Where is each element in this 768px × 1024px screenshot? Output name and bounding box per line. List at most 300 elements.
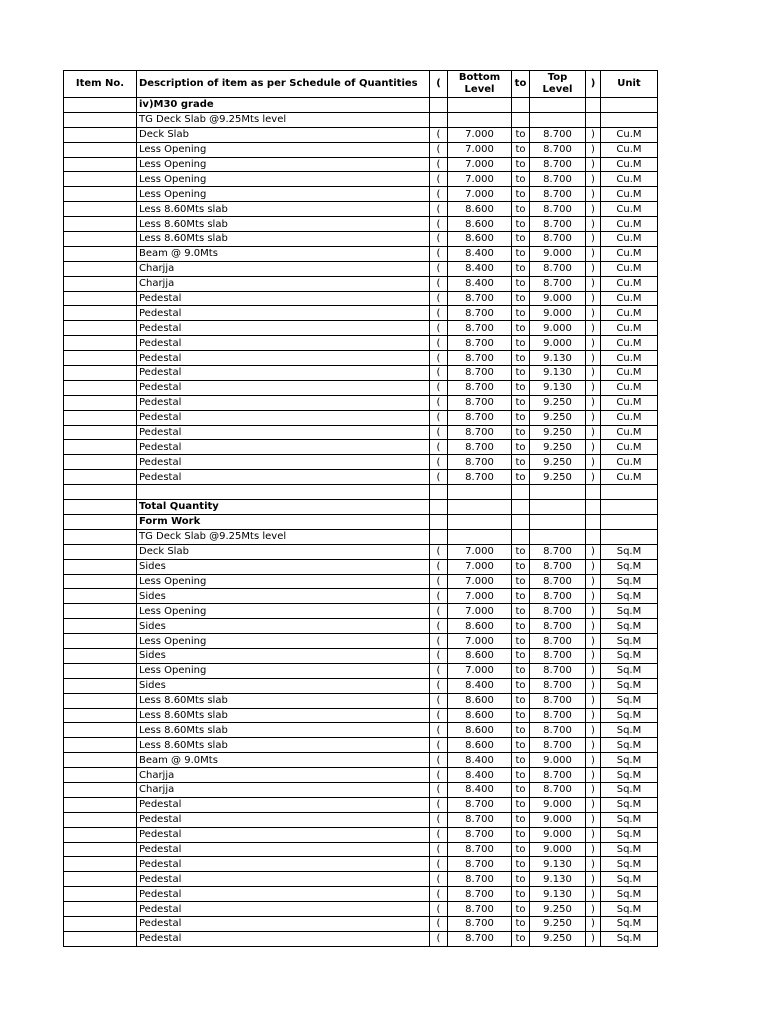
bottom-level-cell: 7.000 <box>448 187 512 202</box>
top-level-cell: 8.700 <box>530 708 586 723</box>
top-level-cell: 9.130 <box>530 872 586 887</box>
to-cell: to <box>512 931 530 946</box>
top-level-cell: 8.700 <box>530 723 586 738</box>
item-no-cell <box>64 157 137 172</box>
item-no-cell <box>64 559 137 574</box>
description-cell: Less Opening <box>137 604 430 619</box>
close-paren-cell: ) <box>586 753 601 768</box>
to-cell: to <box>512 738 530 753</box>
table-row <box>64 485 658 500</box>
top-level-cell: 9.250 <box>530 455 586 470</box>
close-paren-cell: ) <box>586 812 601 827</box>
table-row <box>64 202 658 217</box>
item-no-cell <box>64 797 137 812</box>
header-close-paren: ) <box>586 71 601 98</box>
open-paren-cell: ( <box>430 187 448 202</box>
bottom-level-cell: 8.400 <box>448 753 512 768</box>
bottom-level-cell: 8.700 <box>448 380 512 395</box>
table-row <box>64 723 658 738</box>
unit-cell: Cu.M <box>601 395 658 410</box>
close-paren-cell: ) <box>586 172 601 187</box>
to-cell: to <box>512 589 530 604</box>
unit-cell: Cu.M <box>601 127 658 142</box>
close-paren-cell: ) <box>586 931 601 946</box>
bottom-level-cell: 7.000 <box>448 172 512 187</box>
description-cell: Charjja <box>137 768 430 783</box>
table-row <box>64 217 658 232</box>
unit-cell: Cu.M <box>601 440 658 455</box>
to-cell: to <box>512 827 530 842</box>
open-paren-cell: ( <box>430 127 448 142</box>
bottom-level-cell: 7.000 <box>448 574 512 589</box>
unit-cell: Sq.M <box>601 842 658 857</box>
to-cell: to <box>512 157 530 172</box>
top-level-cell <box>530 98 586 113</box>
description-cell: Deck Slab <box>137 127 430 142</box>
to-cell: to <box>512 842 530 857</box>
bottom-level-cell: 8.700 <box>448 366 512 381</box>
table-row <box>64 842 658 857</box>
table-row <box>64 172 658 187</box>
open-paren-cell: ( <box>430 202 448 217</box>
table-row <box>64 738 658 753</box>
close-paren-cell: ) <box>586 440 601 455</box>
to-cell: to <box>512 723 530 738</box>
close-paren-cell: ) <box>586 276 601 291</box>
top-level-cell <box>530 500 586 515</box>
open-paren-cell: ( <box>430 380 448 395</box>
item-no-cell <box>64 232 137 247</box>
top-level-cell: 9.000 <box>530 306 586 321</box>
close-paren-cell: ) <box>586 261 601 276</box>
unit-cell: Cu.M <box>601 306 658 321</box>
item-no-cell <box>64 142 137 157</box>
open-paren-cell: ( <box>430 663 448 678</box>
to-cell: to <box>512 544 530 559</box>
bottom-level-cell: 7.000 <box>448 127 512 142</box>
description-cell: Total Quantity <box>137 500 430 515</box>
table-row <box>64 797 658 812</box>
unit-cell: Sq.M <box>601 902 658 917</box>
item-no-cell <box>64 336 137 351</box>
open-paren-cell: ( <box>430 425 448 440</box>
to-cell: to <box>512 425 530 440</box>
open-paren-cell: ( <box>430 410 448 425</box>
table-row <box>64 366 658 381</box>
unit-cell: Cu.M <box>601 187 658 202</box>
top-level-cell: 8.700 <box>530 619 586 634</box>
unit-cell: Sq.M <box>601 604 658 619</box>
unit-cell <box>601 529 658 544</box>
unit-cell: Sq.M <box>601 544 658 559</box>
header-row <box>64 71 658 98</box>
close-paren-cell: ) <box>586 902 601 917</box>
bottom-level-cell: 8.600 <box>448 648 512 663</box>
top-level-cell <box>530 514 586 529</box>
table-row <box>64 708 658 723</box>
to-cell: to <box>512 768 530 783</box>
open-paren-cell <box>430 98 448 113</box>
bottom-level-cell: 7.000 <box>448 559 512 574</box>
top-level-cell: 9.250 <box>530 425 586 440</box>
open-paren-cell: ( <box>430 634 448 649</box>
bottom-level-cell: 8.400 <box>448 276 512 291</box>
item-no-cell <box>64 440 137 455</box>
item-no-cell <box>64 634 137 649</box>
description-cell: Less 8.60Mts slab <box>137 232 430 247</box>
to-cell: to <box>512 902 530 917</box>
top-level-cell: 8.700 <box>530 559 586 574</box>
open-paren-cell: ( <box>430 574 448 589</box>
item-no-cell <box>64 708 137 723</box>
unit-cell: Sq.M <box>601 872 658 887</box>
item-no-cell <box>64 425 137 440</box>
table-row <box>64 157 658 172</box>
to-cell: to <box>512 872 530 887</box>
description-cell: Sides <box>137 619 430 634</box>
item-no-cell <box>64 306 137 321</box>
unit-cell: Cu.M <box>601 380 658 395</box>
open-paren-cell: ( <box>430 902 448 917</box>
bottom-level-cell: 8.700 <box>448 812 512 827</box>
bottom-level-cell: 8.700 <box>448 410 512 425</box>
open-paren-cell <box>430 529 448 544</box>
unit-cell: Cu.M <box>601 157 658 172</box>
description-cell: Pedestal <box>137 887 430 902</box>
to-cell: to <box>512 455 530 470</box>
open-paren-cell: ( <box>430 157 448 172</box>
open-paren-cell <box>430 514 448 529</box>
table-row <box>64 380 658 395</box>
bottom-level-cell: 7.000 <box>448 157 512 172</box>
table-row <box>64 574 658 589</box>
item-no-cell <box>64 485 137 500</box>
item-no-cell <box>64 663 137 678</box>
table-row <box>64 663 658 678</box>
description-cell: Less Opening <box>137 142 430 157</box>
description-cell: Less 8.60Mts slab <box>137 217 430 232</box>
top-level-cell: 8.700 <box>530 768 586 783</box>
open-paren-cell: ( <box>430 931 448 946</box>
table-row <box>64 902 658 917</box>
item-no-cell <box>64 455 137 470</box>
top-level-cell: 8.700 <box>530 589 586 604</box>
close-paren-cell <box>586 514 601 529</box>
bottom-level-cell <box>448 514 512 529</box>
item-no-cell <box>64 544 137 559</box>
item-no-cell <box>64 693 137 708</box>
bottom-level-cell: 8.400 <box>448 768 512 783</box>
to-cell: to <box>512 172 530 187</box>
table-row <box>64 768 658 783</box>
description-cell: iv)M30 grade <box>137 98 430 113</box>
to-cell: to <box>512 797 530 812</box>
description-cell <box>137 485 430 500</box>
table-row <box>64 872 658 887</box>
description-cell: Less Opening <box>137 634 430 649</box>
bottom-level-cell: 8.400 <box>448 246 512 261</box>
top-level-cell: 9.250 <box>530 440 586 455</box>
unit-cell: Cu.M <box>601 142 658 157</box>
unit-cell: Sq.M <box>601 827 658 842</box>
top-level-cell: 9.130 <box>530 380 586 395</box>
description-cell: Charjja <box>137 782 430 797</box>
table-row <box>64 693 658 708</box>
description-cell: Pedestal <box>137 291 430 306</box>
item-no-cell <box>64 589 137 604</box>
item-no-cell <box>64 127 137 142</box>
to-cell: to <box>512 232 530 247</box>
bottom-level-cell: 7.000 <box>448 663 512 678</box>
item-no-cell <box>64 768 137 783</box>
to-cell: to <box>512 634 530 649</box>
description-cell: Pedestal <box>137 827 430 842</box>
top-level-cell: 9.250 <box>530 916 586 931</box>
open-paren-cell: ( <box>430 321 448 336</box>
table-row <box>64 500 658 515</box>
table-row <box>64 440 658 455</box>
item-no-cell <box>64 380 137 395</box>
item-no-cell <box>64 842 137 857</box>
item-no-cell <box>64 321 137 336</box>
description-cell: Pedestal <box>137 470 430 485</box>
open-paren-cell: ( <box>430 589 448 604</box>
bottom-level-cell: 8.400 <box>448 782 512 797</box>
close-paren-cell: ) <box>586 142 601 157</box>
open-paren-cell: ( <box>430 559 448 574</box>
table-row <box>64 306 658 321</box>
bottom-level-cell: 8.700 <box>448 857 512 872</box>
close-paren-cell: ) <box>586 574 601 589</box>
close-paren-cell: ) <box>586 291 601 306</box>
unit-cell: Sq.M <box>601 887 658 902</box>
unit-cell: Cu.M <box>601 276 658 291</box>
top-level-cell: 9.000 <box>530 321 586 336</box>
top-level-cell: 8.700 <box>530 604 586 619</box>
to-cell: to <box>512 306 530 321</box>
to-cell: to <box>512 127 530 142</box>
table-row <box>64 529 658 544</box>
table-row <box>64 559 658 574</box>
quantities-table <box>63 70 658 947</box>
bottom-level-cell: 8.700 <box>448 440 512 455</box>
open-paren-cell: ( <box>430 723 448 738</box>
close-paren-cell: ) <box>586 619 601 634</box>
unit-cell: Cu.M <box>601 336 658 351</box>
description-cell: Less 8.60Mts slab <box>137 723 430 738</box>
bottom-level-cell: 7.000 <box>448 142 512 157</box>
open-paren-cell: ( <box>430 261 448 276</box>
header-unit: Unit <box>601 71 658 98</box>
top-level-cell: 9.130 <box>530 366 586 381</box>
close-paren-cell: ) <box>586 217 601 232</box>
to-cell: to <box>512 217 530 232</box>
table-row <box>64 887 658 902</box>
to-cell: to <box>512 559 530 574</box>
unit-cell: Sq.M <box>601 678 658 693</box>
bottom-level-cell: 8.700 <box>448 916 512 931</box>
table-row <box>64 425 658 440</box>
bottom-level-cell <box>448 98 512 113</box>
item-no-cell <box>64 291 137 306</box>
top-level-cell: 9.000 <box>530 797 586 812</box>
table-row <box>64 470 658 485</box>
open-paren-cell: ( <box>430 142 448 157</box>
close-paren-cell: ) <box>586 797 601 812</box>
table-row <box>64 604 658 619</box>
item-no-cell <box>64 678 137 693</box>
description-cell: Pedestal <box>137 336 430 351</box>
unit-cell: Cu.M <box>601 470 658 485</box>
header-description: Description of item as per Schedule of Quantities <box>137 71 430 98</box>
open-paren-cell: ( <box>430 246 448 261</box>
close-paren-cell: ) <box>586 663 601 678</box>
to-cell: to <box>512 753 530 768</box>
close-paren-cell: ) <box>586 425 601 440</box>
open-paren-cell: ( <box>430 395 448 410</box>
to-cell: to <box>512 380 530 395</box>
bottom-level-cell: 8.700 <box>448 902 512 917</box>
unit-cell: Cu.M <box>601 202 658 217</box>
description-cell: Pedestal <box>137 366 430 381</box>
to-cell: to <box>512 916 530 931</box>
description-cell: Pedestal <box>137 872 430 887</box>
item-no-cell <box>64 246 137 261</box>
bottom-level-cell: 8.700 <box>448 887 512 902</box>
description-cell: Less Opening <box>137 574 430 589</box>
to-cell: to <box>512 440 530 455</box>
to-cell <box>512 112 530 127</box>
table-row <box>64 916 658 931</box>
open-paren-cell: ( <box>430 291 448 306</box>
description-cell: Beam @ 9.0Mts <box>137 246 430 261</box>
close-paren-cell: ) <box>586 306 601 321</box>
unit-cell: Cu.M <box>601 261 658 276</box>
table-row <box>64 187 658 202</box>
unit-cell: Sq.M <box>601 812 658 827</box>
to-cell: to <box>512 693 530 708</box>
bottom-level-cell: 8.700 <box>448 931 512 946</box>
to-cell: to <box>512 470 530 485</box>
unit-cell <box>601 500 658 515</box>
item-no-cell <box>64 470 137 485</box>
to-cell: to <box>512 604 530 619</box>
bottom-level-cell: 8.700 <box>448 425 512 440</box>
bottom-level-cell: 8.600 <box>448 693 512 708</box>
description-cell: Less 8.60Mts slab <box>137 693 430 708</box>
table-row <box>64 261 658 276</box>
table-row <box>64 619 658 634</box>
bottom-level-cell: 8.600 <box>448 708 512 723</box>
description-cell: Sides <box>137 589 430 604</box>
description-cell: Less Opening <box>137 157 430 172</box>
close-paren-cell: ) <box>586 887 601 902</box>
top-level-cell: 8.700 <box>530 172 586 187</box>
unit-cell: Sq.M <box>601 574 658 589</box>
close-paren-cell: ) <box>586 604 601 619</box>
close-paren-cell: ) <box>586 782 601 797</box>
close-paren-cell: ) <box>586 246 601 261</box>
unit-cell: Sq.M <box>601 916 658 931</box>
to-cell: to <box>512 708 530 723</box>
to-cell <box>512 529 530 544</box>
close-paren-cell: ) <box>586 395 601 410</box>
to-cell <box>512 514 530 529</box>
table-row <box>64 276 658 291</box>
description-cell: Pedestal <box>137 842 430 857</box>
description-cell: Less Opening <box>137 187 430 202</box>
open-paren-cell: ( <box>430 797 448 812</box>
open-paren-cell: ( <box>430 678 448 693</box>
to-cell: to <box>512 291 530 306</box>
top-level-cell: 9.000 <box>530 827 586 842</box>
description-cell: Pedestal <box>137 351 430 366</box>
unit-cell <box>601 485 658 500</box>
top-level-cell <box>530 112 586 127</box>
open-paren-cell: ( <box>430 217 448 232</box>
to-cell: to <box>512 782 530 797</box>
top-level-cell: 8.700 <box>530 663 586 678</box>
top-level-cell: 9.000 <box>530 246 586 261</box>
open-paren-cell: ( <box>430 708 448 723</box>
to-cell: to <box>512 261 530 276</box>
close-paren-cell <box>586 529 601 544</box>
top-level-cell: 9.250 <box>530 931 586 946</box>
table-row <box>64 857 658 872</box>
top-level-cell: 8.700 <box>530 634 586 649</box>
unit-cell: Sq.M <box>601 634 658 649</box>
unit-cell: Cu.M <box>601 455 658 470</box>
item-no-cell <box>64 187 137 202</box>
bottom-level-cell: 8.700 <box>448 291 512 306</box>
close-paren-cell: ) <box>586 559 601 574</box>
item-no-cell <box>64 604 137 619</box>
open-paren-cell: ( <box>430 172 448 187</box>
item-no-cell <box>64 738 137 753</box>
table-row <box>64 246 658 261</box>
item-no-cell <box>64 351 137 366</box>
unit-cell: Cu.M <box>601 366 658 381</box>
description-cell: Sides <box>137 648 430 663</box>
open-paren-cell: ( <box>430 857 448 872</box>
item-no-cell <box>64 916 137 931</box>
item-no-cell <box>64 782 137 797</box>
close-paren-cell: ) <box>586 544 601 559</box>
item-no-cell <box>64 514 137 529</box>
table-row <box>64 931 658 946</box>
top-level-cell: 8.700 <box>530 232 586 247</box>
open-paren-cell: ( <box>430 738 448 753</box>
unit-cell <box>601 112 658 127</box>
open-paren-cell: ( <box>430 455 448 470</box>
unit-cell: Cu.M <box>601 232 658 247</box>
item-no-cell <box>64 529 137 544</box>
close-paren-cell: ) <box>586 857 601 872</box>
top-level-cell: 9.000 <box>530 291 586 306</box>
to-cell <box>512 500 530 515</box>
open-paren-cell: ( <box>430 470 448 485</box>
item-no-cell <box>64 887 137 902</box>
description-cell: Pedestal <box>137 902 430 917</box>
item-no-cell <box>64 395 137 410</box>
table-row <box>64 514 658 529</box>
to-cell: to <box>512 857 530 872</box>
description-cell: Pedestal <box>137 306 430 321</box>
top-level-cell: 8.700 <box>530 217 586 232</box>
top-level-cell: 8.700 <box>530 157 586 172</box>
open-paren-cell: ( <box>430 782 448 797</box>
unit-cell: Sq.M <box>601 738 658 753</box>
